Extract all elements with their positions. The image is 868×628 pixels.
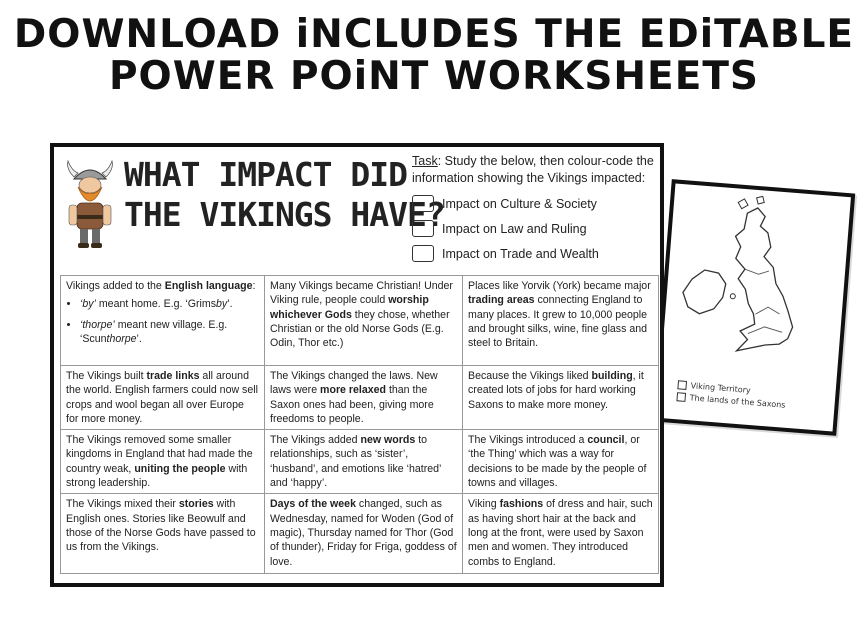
fact-cell: The Vikings built trade links all around the world. English farmers could now sell crops and wool began all over Europe for more money. xyxy=(61,366,265,430)
map-card xyxy=(653,179,855,436)
british-isles-map xyxy=(665,188,847,386)
table-row xyxy=(61,366,659,430)
checkbox-square-icon[interactable] xyxy=(412,220,434,237)
checkbox-culture-society[interactable]: Impact on Culture & Society xyxy=(412,195,597,212)
checkbox-trade-wealth[interactable]: Impact on Trade and Wealth xyxy=(412,245,599,262)
facts-table xyxy=(60,275,659,574)
worksheet-title: WHAT IMPACT DID THE VIKINGS HAVE? xyxy=(124,155,445,234)
fact-cell: Days of the week changed, such as Wednesday, named for Woden (God of magic), Thursday named for Thor (God of thunder), Friday for Friga, goddess of love. xyxy=(265,494,463,574)
table-row xyxy=(61,430,659,494)
fact-cell: Because the Vikings liked building, it created lots of jobs for hard working Saxons to make more money. xyxy=(463,366,659,430)
checkbox-law-ruling[interactable]: Impact on Law and Ruling xyxy=(412,220,587,237)
fact-cell: Places like Yorvik (York) became major trading areas connecting England to many places. It grew to 10,000 people and brought silks, wine, fine glass and steel to Britain. xyxy=(463,276,659,366)
fact-cell: Viking fashions of dress and hair, such as having short hair at the back and long at the front, were used by Saxon men and women. They introduced combs to England. xyxy=(463,494,659,574)
fact-cell: The Vikings added new words to relationships, such as ‘sister’, ‘husband’, and emotions like ‘hatred’ and ‘happy’. xyxy=(265,430,463,494)
legend-checkbox-icon xyxy=(676,392,686,402)
banner-line-2: POWER POiNT WORKSHEETS xyxy=(108,54,760,99)
fact-cell: Vikings added to the English language: • ‘by’ meant home. E.g. ‘Grimsby’. • ‘thorpe’ meant new village. E.g. ‘Scunthorpe’. xyxy=(61,276,265,366)
viking-character-icon xyxy=(60,157,120,252)
fact-cell: The Vikings introduced a council, or ‘the Thing’ which was a way for decisions to be made by the people of towns and villages. xyxy=(463,430,659,494)
table-row xyxy=(61,494,659,574)
worksheet-card xyxy=(50,143,664,587)
bullet-list xyxy=(66,297,259,346)
checkbox-square-icon[interactable] xyxy=(412,195,434,212)
list-item: • ‘by’ meant home. E.g. ‘Grimsby’. xyxy=(80,297,259,311)
table-row xyxy=(61,276,659,366)
legend-checkbox-icon xyxy=(677,380,687,390)
legend-saxon-lands: The lands of the Saxons xyxy=(676,392,785,410)
fact-cell: Many Vikings became Christian! Under Viking rule, people could worship whichever Gods they chose, whether Christian or the old Norse Gods (E.g. Odin, Thor etc.) xyxy=(265,276,463,366)
legend-viking-territory: Viking Territory xyxy=(677,380,751,395)
task-instructions: Task: Study the below, then colour-code the information showing the Vikings impacted: xyxy=(412,154,654,185)
fact-cell: The Vikings mixed their stories with English ones. Stories like Beowulf and those of the Norse Gods have passed to us from the Vikings. xyxy=(61,494,265,574)
fact-cell: The Vikings changed the laws. New laws were more relaxed than the Saxon ones had been, giving more freedoms to people. xyxy=(265,366,463,430)
banner-line-1: DOWNLOAD iNCLUDES THE EDiTABLE xyxy=(13,12,855,57)
fact-cell: The Vikings removed some smaller kingdoms in England that had made the country weak, uniting the people with strong leadership. xyxy=(61,430,265,494)
list-item: • ‘thorpe’ meant new village. E.g. ‘Scunthorpe’. xyxy=(80,318,259,347)
checkbox-square-icon[interactable] xyxy=(412,245,434,262)
